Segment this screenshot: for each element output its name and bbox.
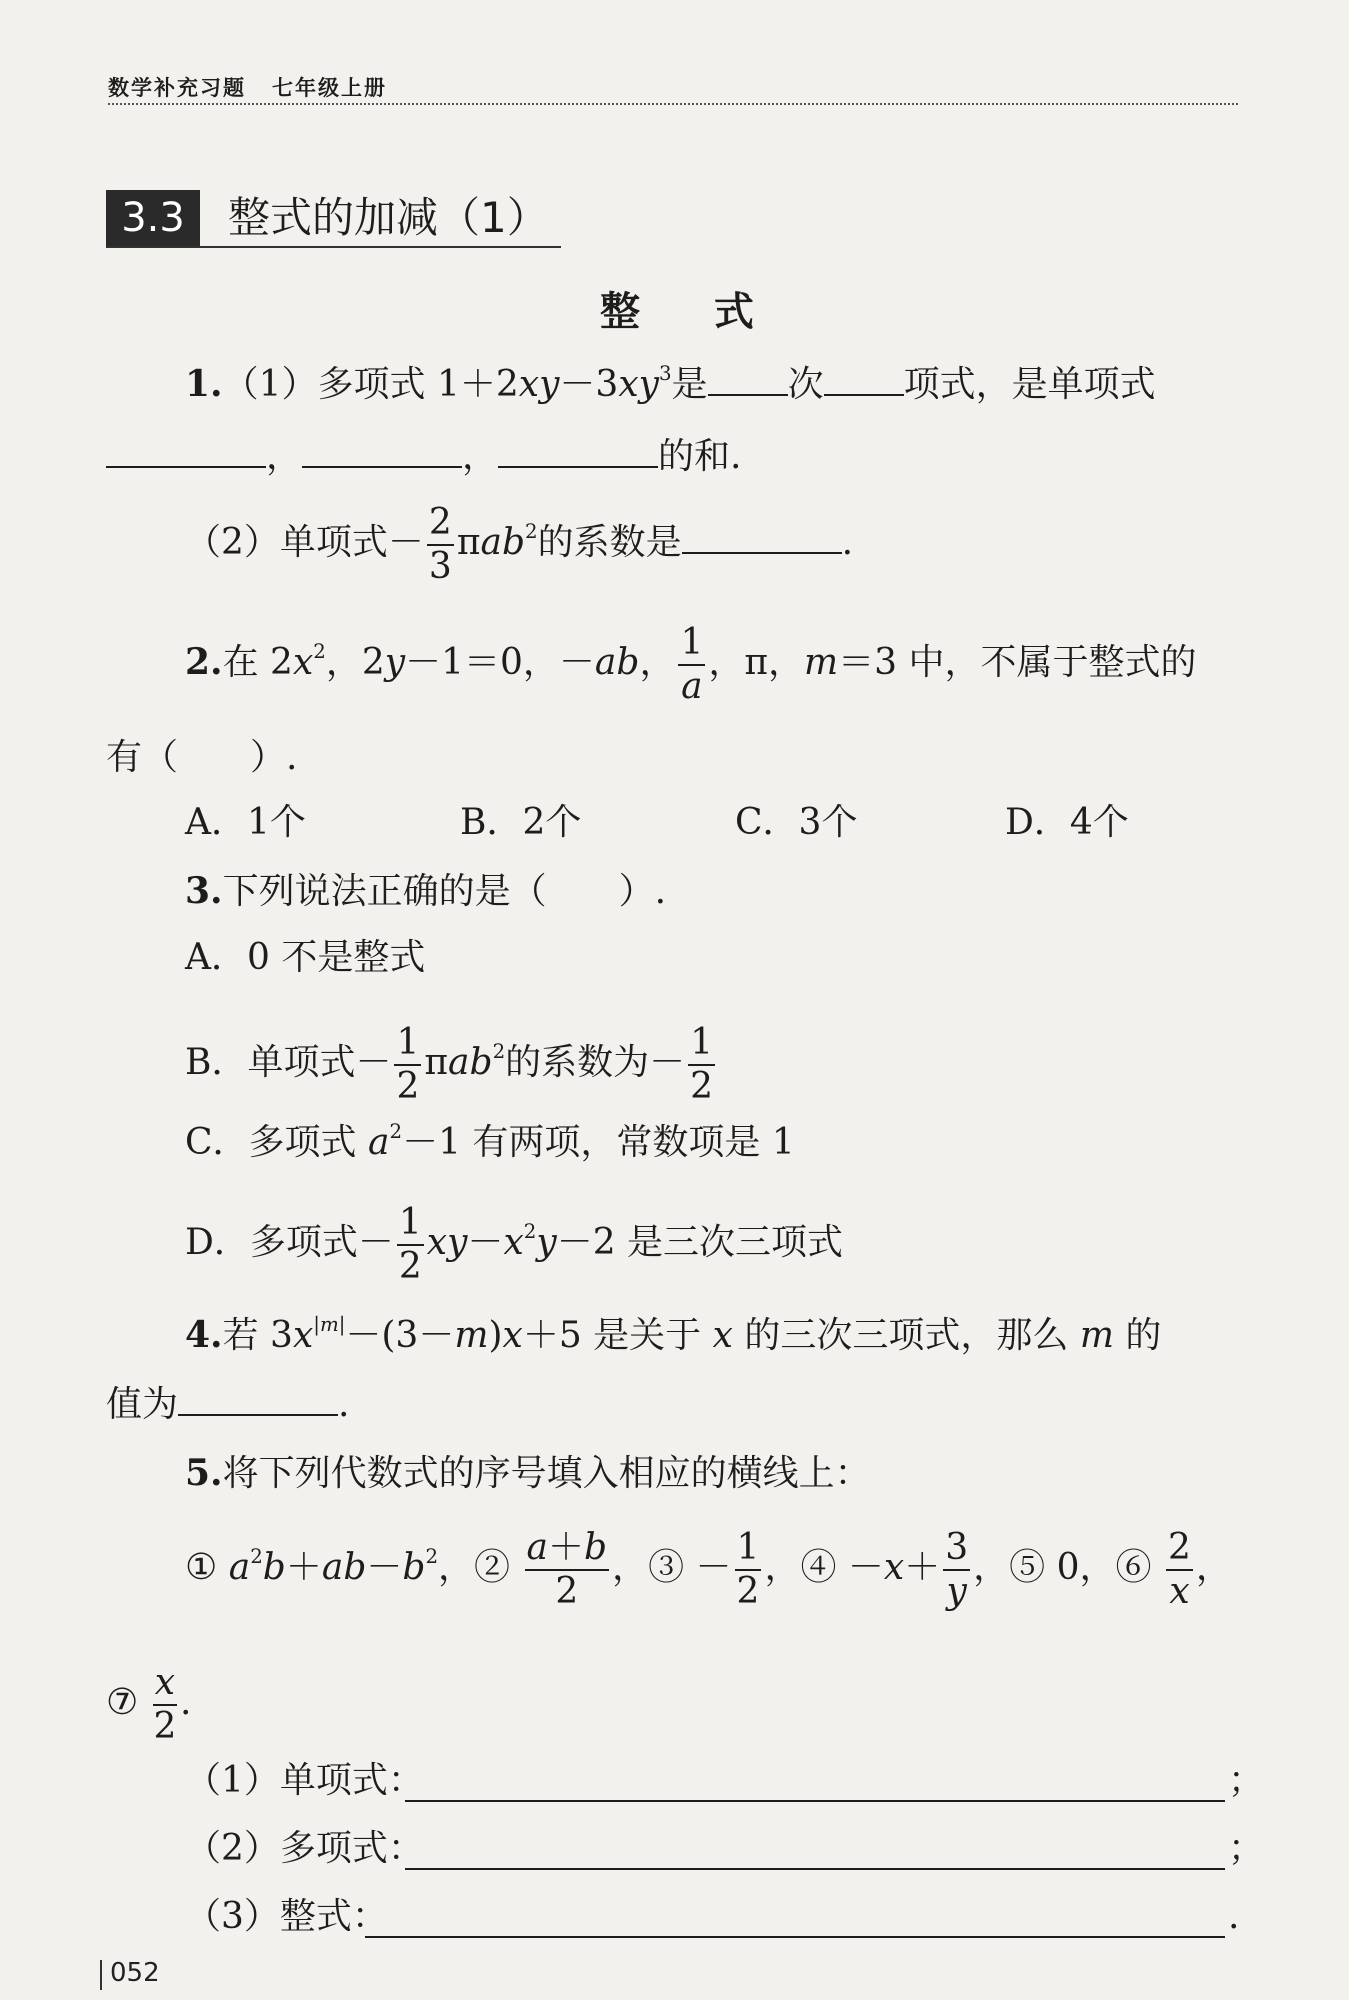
q5-sub2-end: ； [1228,1828,1265,1869]
grade-label: 七年级上册 [272,76,387,100]
q2-option-d[interactable]: D．4个 [1005,802,1129,843]
book-title: 数学补充习题 [108,76,246,100]
q5-number: 5. [185,1452,223,1494]
q4-number: 4. [185,1314,223,1356]
answer-blank[interactable] [178,1380,338,1416]
q3-option-c[interactable]: C．多项式 $a^2-1$ 有两项，常数项是 1 [185,1120,795,1163]
q3-stem: 3.下列说法正确的是（ ）. [185,870,667,912]
q3-option-a[interactable]: A．0 不是整式 [185,937,426,978]
q5-stem: 5.将下列代数式的序号填入相应的横线上： [185,1452,871,1494]
q2-option-c[interactable]: C．3个 [735,802,858,843]
section-underline [106,246,561,248]
page-number-bar [100,1960,102,1990]
answer-blank[interactable] [302,432,462,468]
fraction: $\frac{2}{x}$ [1168,1527,1191,1612]
answer-line-polynomial[interactable] [405,1868,1225,1870]
fraction: $\frac{1}{2}$ [398,1202,422,1287]
fraction: $\frac{1}{2}$ [396,1022,420,1107]
q2-stem: 2.在 $2x^2$，2y－1＝0，－ab， $\frac{1}{a}$ ，π，m＝3 中，不属于整式的 [185,622,1197,707]
q2-option-a[interactable]: A．1个 [185,802,306,843]
q1-part1-line2: ， ， 的和. [106,432,741,480]
running-header [108,72,387,102]
answer-line-monomial[interactable] [405,1800,1225,1802]
q5-expression-7: ⑦ $\frac{x}{2}$ . [106,1662,192,1747]
section-number-badge: 3.3 [106,190,200,246]
subheading: 整 式 [600,289,784,335]
q3-option-b[interactable]: B．单项式－ $\frac{1}{2}$ πab$^2$的系数为－ $\frac{1}{2}$ [185,1022,714,1107]
q1-part2-line: （2）单项式－ $\frac{2}{3}$ πab$^2$的系数是 . [185,502,854,587]
fraction: $\frac{2}{3}$ [428,502,452,587]
q1-number: 1. [185,363,223,405]
header-divider [108,103,1238,105]
q5-sub1-label: （1）单项式： [185,1760,424,1801]
q3-option-d[interactable]: D．多项式－ $\frac{1}{2}$ $xy-x^2y-2$ 是三次三项式 [185,1202,844,1287]
fraction: $\frac{1}{2}$ [690,1022,714,1107]
answer-blank[interactable] [824,360,904,396]
answer-line-integral-expression[interactable] [365,1936,1225,1938]
answer-blank[interactable] [498,432,658,468]
q2-stem-line2: 有（ ）. [106,737,298,778]
q5-sub3-label: （3）整式： [185,1896,388,1937]
answer-blank[interactable] [106,432,266,468]
q4-stem: 4.若 $3x^{|m|}-(3-m)x+5$ 是关于 x 的三次三项式，那么 m 的 [185,1313,1162,1356]
page-number: 052 [110,1958,160,1988]
answer-blank[interactable] [708,360,788,396]
q5-sub1-end: ； [1228,1760,1265,1801]
fraction: $\frac{x}{2}$ [153,1662,177,1747]
q5-sub2-label: （2）多项式： [185,1828,424,1869]
fraction: $\frac{a+b}{2}$ [526,1527,608,1612]
q2-option-b[interactable]: B．2个 [460,802,582,843]
q1-part1-line: 1.（1）多项式 $1+2xy-3xy^3$是 次 项式，是单项式 [185,360,1156,408]
q5-sub3-end: . [1228,1896,1240,1937]
section-title: 整式的加减（1） [228,193,549,242]
q4-stem-line2: 值为 . [106,1380,349,1428]
fraction: $\frac{1}{2}$ [736,1527,760,1612]
fraction: $\frac{3}{y}$ [945,1527,969,1612]
q5-expressions: ① $a^2b+ab-b^2$，② $\frac{a+b}{2}$ ，③ － $\frac{1}{2}$ ，④ －x＋ $\frac{3}{y}$ ，⑤ 0，⑥ $\frac{2}{x}$ ， [185,1527,1232,1612]
fraction: $\frac{1}{a}$ [680,622,704,707]
q3-number: 3. [185,870,223,912]
answer-blank[interactable] [682,518,842,554]
q2-number: 2. [185,641,223,683]
